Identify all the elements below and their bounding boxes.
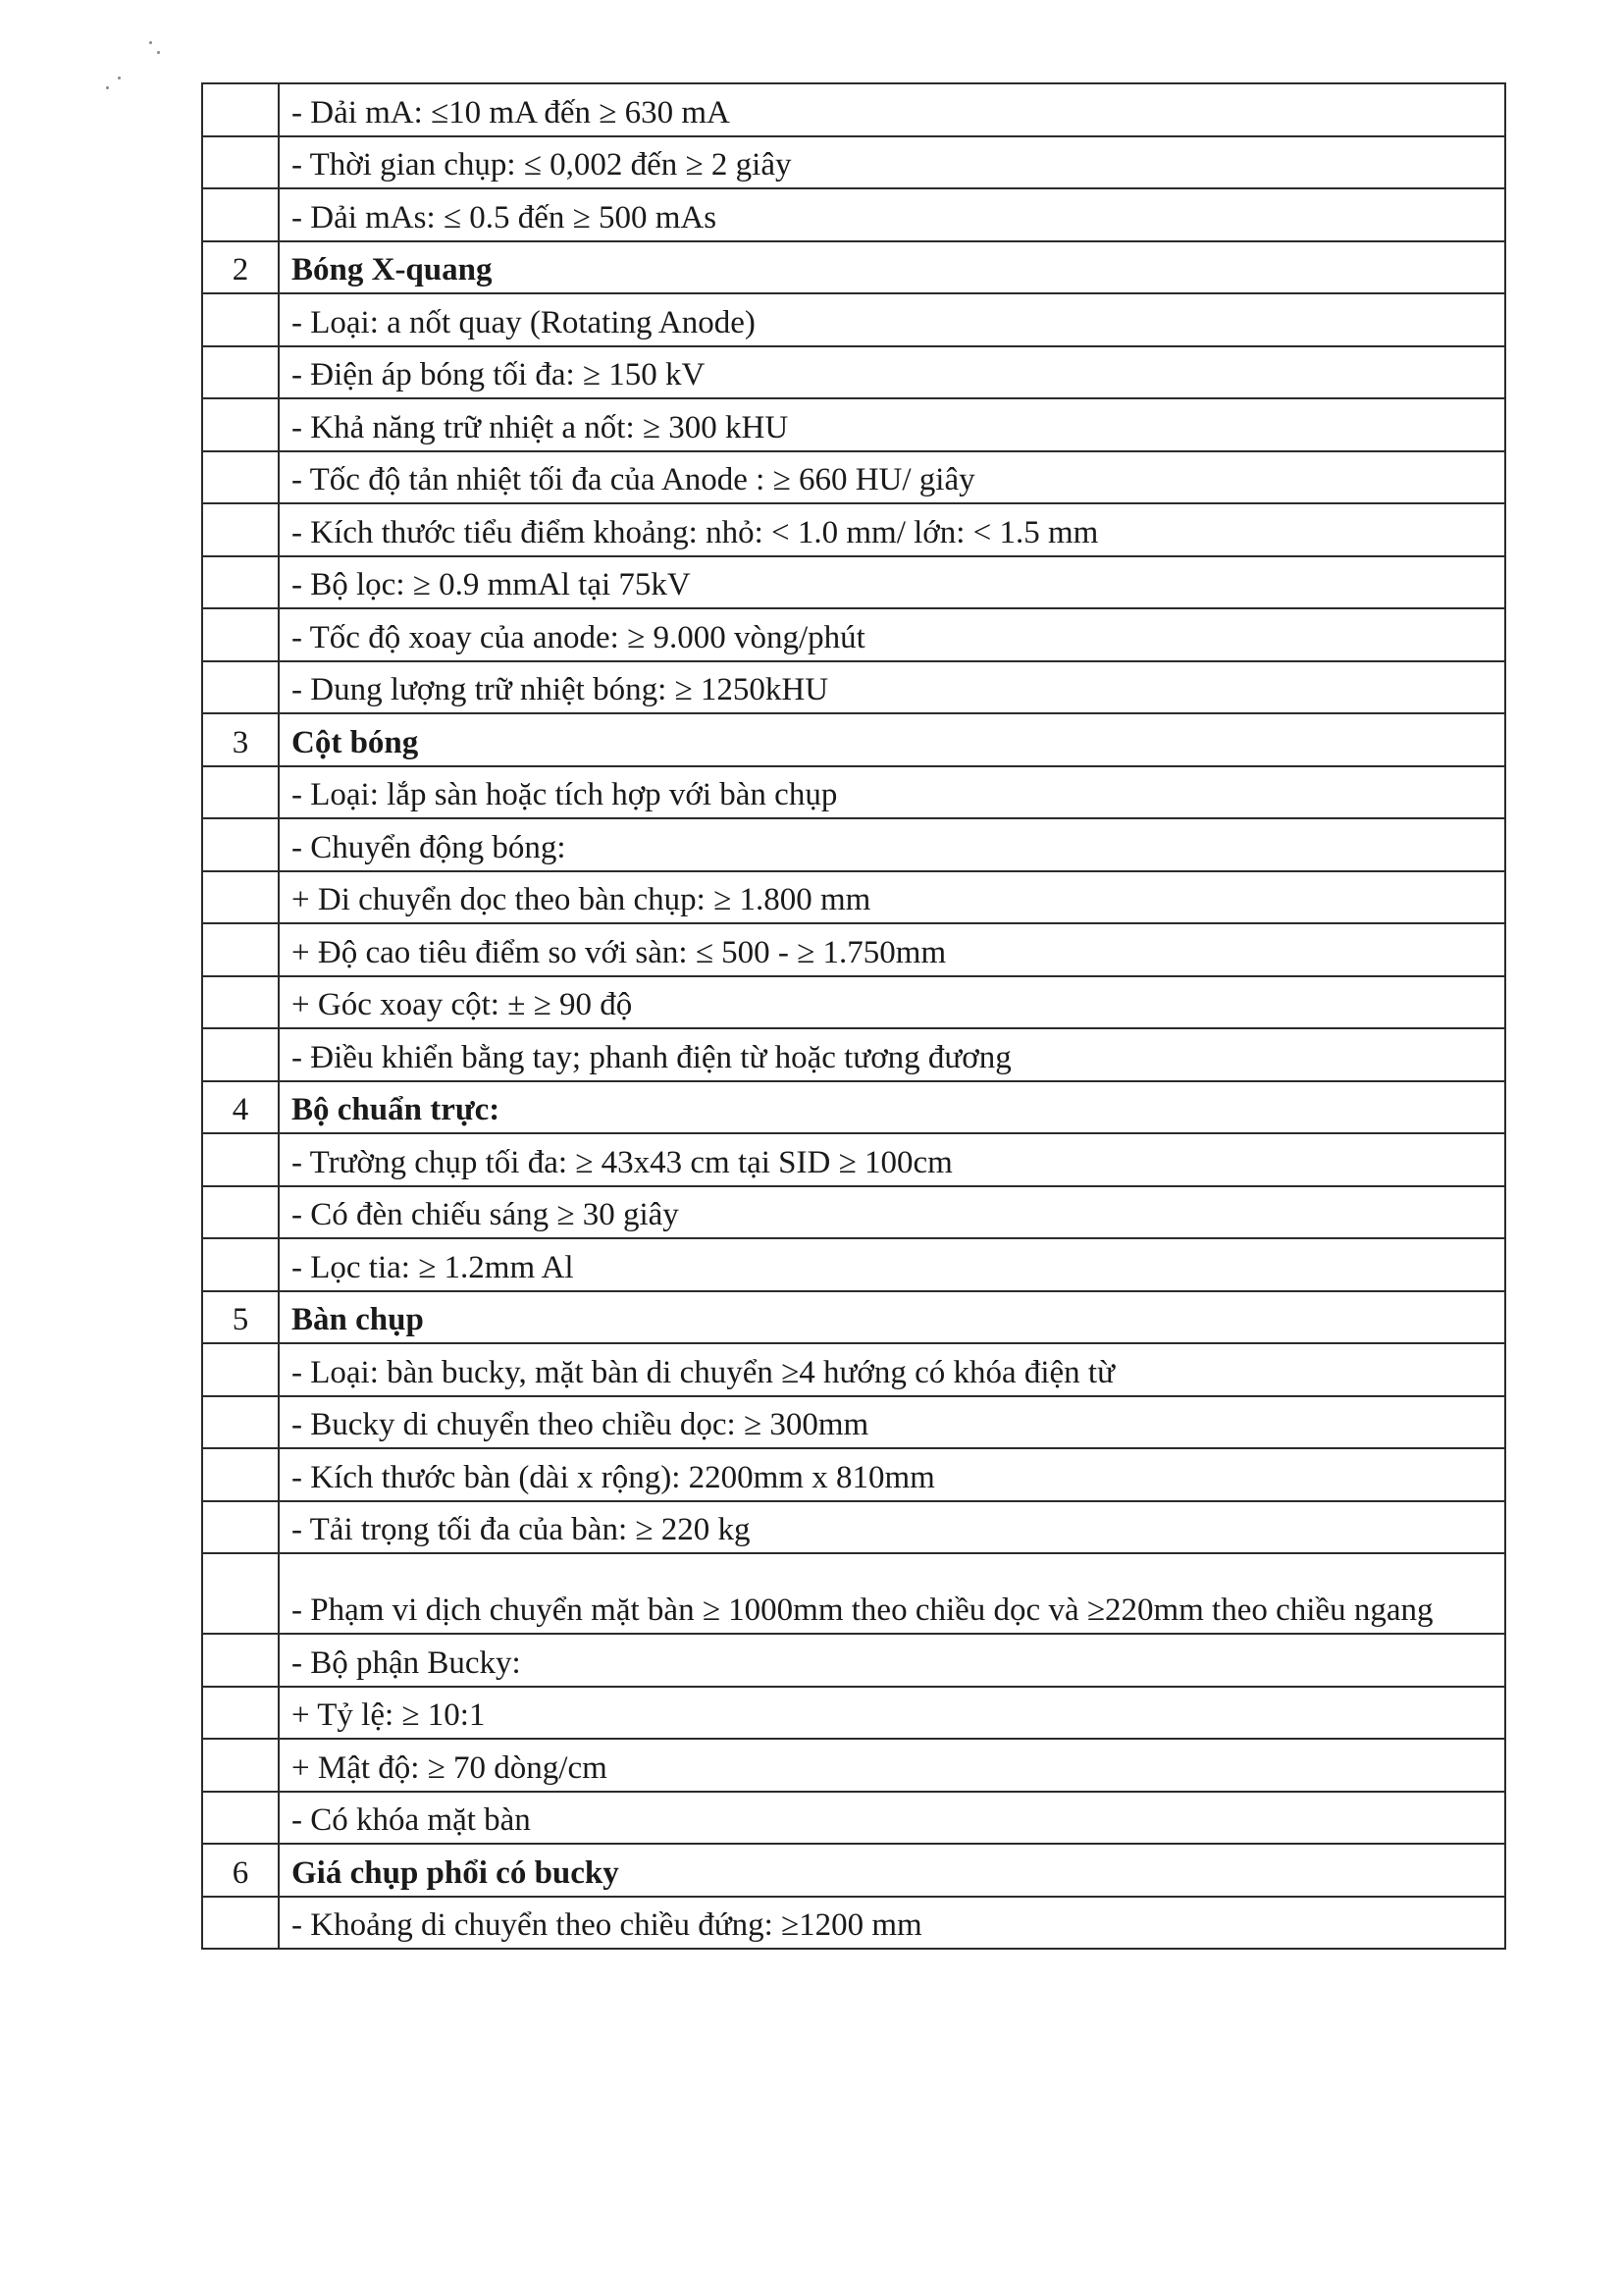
table-row [202, 766, 1505, 819]
row-number-cell: 6 [202, 1844, 279, 1897]
table-row [202, 398, 1505, 451]
row-number-cell [202, 766, 279, 819]
table-row [202, 871, 1505, 924]
scan-specks [98, 29, 157, 108]
table-row [202, 188, 1505, 241]
table-row [202, 1792, 1505, 1845]
row-number-cell [202, 1553, 279, 1634]
spec-item-cell: - Dải mA: ≤10 mA đến ≥ 630 mA [279, 83, 1505, 136]
table-row [202, 1634, 1505, 1687]
spec-item-cell: - Khả năng trữ nhiệt a nốt: ≥ 300 kHU [279, 398, 1505, 451]
section-row [202, 1844, 1505, 1897]
row-number-cell [202, 1133, 279, 1186]
table-row [202, 1553, 1505, 1634]
table-row [202, 1448, 1505, 1501]
spec-item-cell: - Dải mAs: ≤ 0.5 đến ≥ 500 mAs [279, 188, 1505, 241]
spec-item-cell: - Loại: lắp sàn hoặc tích hợp với bàn chụp [279, 766, 1505, 819]
table-row [202, 1186, 1505, 1239]
section-title-cell: Cột bóng [279, 713, 1505, 766]
spec-item-cell: - Tải trọng tối đa của bàn: ≥ 220 kg [279, 1501, 1505, 1554]
table-row [202, 976, 1505, 1029]
table-row [202, 1396, 1505, 1449]
row-number-cell: 5 [202, 1291, 279, 1344]
spec-item-cell: - Điều khiển bằng tay; phanh điện từ hoặc tương đương [279, 1028, 1505, 1081]
table-row [202, 556, 1505, 609]
spec-item-cell: - Trường chụp tối đa: ≥ 43x43 cm tại SID ≥ 100cm [279, 1133, 1505, 1186]
spec-item-cell: + Góc xoay cột: ± ≥ 90 độ [279, 976, 1505, 1029]
row-number-cell [202, 1634, 279, 1687]
table-row [202, 503, 1505, 556]
table-row [202, 1687, 1505, 1740]
spec-table [201, 82, 1506, 1950]
spec-table-body [202, 83, 1505, 1949]
row-number-cell [202, 1501, 279, 1554]
section-title-cell: Giá chụp phổi có bucky [279, 1844, 1505, 1897]
spec-item-cell: - Điện áp bóng tối đa: ≥ 150 kV [279, 346, 1505, 399]
table-row [202, 83, 1505, 136]
table-row [202, 923, 1505, 976]
spec-item-cell: - Tốc độ xoay của anode: ≥ 9.000 vòng/phút [279, 608, 1505, 661]
spec-item-cell: - Chuyển động bóng: [279, 818, 1505, 871]
section-row [202, 1291, 1505, 1344]
row-number-cell: 2 [202, 241, 279, 294]
spec-item-cell: - Lọc tia: ≥ 1.2mm Al [279, 1238, 1505, 1291]
section-row [202, 1081, 1505, 1134]
spec-item-cell: - Có đèn chiếu sáng ≥ 30 giây [279, 1186, 1505, 1239]
spec-item-cell: - Bộ lọc: ≥ 0.9 mmAl tại 75kV [279, 556, 1505, 609]
spec-item-cell: - Khoảng di chuyển theo chiều đứng: ≥1200 mm [279, 1897, 1505, 1950]
row-number-cell [202, 661, 279, 714]
spec-item-cell: - Có khóa mặt bàn [279, 1792, 1505, 1845]
section-title-cell: Bàn chụp [279, 1291, 1505, 1344]
table-row [202, 1501, 1505, 1554]
table-row [202, 1739, 1505, 1792]
row-number-cell [202, 293, 279, 346]
row-number-cell [202, 188, 279, 241]
row-number-cell [202, 1238, 279, 1291]
table-row [202, 136, 1505, 189]
table-row [202, 1028, 1505, 1081]
row-number-cell [202, 451, 279, 504]
row-number-cell [202, 1739, 279, 1792]
spec-item-cell: - Loại: a nốt quay (Rotating Anode) [279, 293, 1505, 346]
row-number-cell [202, 1448, 279, 1501]
spec-item-cell: - Kích thước tiểu điểm khoảng: nhỏ: < 1.0 mm/ lớn: < 1.5 mm [279, 503, 1505, 556]
table-row [202, 346, 1505, 399]
spec-item-cell: - Dung lượng trữ nhiệt bóng: ≥ 1250kHU [279, 661, 1505, 714]
row-number-cell [202, 923, 279, 976]
table-row [202, 293, 1505, 346]
row-number-cell [202, 556, 279, 609]
spec-item-cell: - Kích thước bàn (dài x rộng): 2200mm x 810mm [279, 1448, 1505, 1501]
table-row [202, 608, 1505, 661]
row-number-cell [202, 346, 279, 399]
row-number-cell: 3 [202, 713, 279, 766]
row-number-cell [202, 1186, 279, 1239]
row-number-cell: 4 [202, 1081, 279, 1134]
table-row [202, 1238, 1505, 1291]
row-number-cell [202, 503, 279, 556]
table-row [202, 818, 1505, 871]
spec-item-cell: + Mật độ: ≥ 70 dòng/cm [279, 1739, 1505, 1792]
row-number-cell [202, 83, 279, 136]
row-number-cell [202, 398, 279, 451]
table-row [202, 451, 1505, 504]
spec-item-cell: + Di chuyển dọc theo bàn chụp: ≥ 1.800 mm [279, 871, 1505, 924]
spec-item-cell: - Thời gian chụp: ≤ 0,002 đến ≥ 2 giây [279, 136, 1505, 189]
spec-item-cell: - Bộ phận Bucky: [279, 1634, 1505, 1687]
section-row [202, 713, 1505, 766]
row-number-cell [202, 1897, 279, 1950]
row-number-cell [202, 1343, 279, 1396]
spec-item-cell: + Độ cao tiêu điểm so với sàn: ≤ 500 - ≥ 1.750mm [279, 923, 1505, 976]
row-number-cell [202, 136, 279, 189]
row-number-cell [202, 1792, 279, 1845]
spec-item-cell: - Loại: bàn bucky, mặt bàn di chuyển ≥4 hướng có khóa điện từ [279, 1343, 1505, 1396]
row-number-cell [202, 1396, 279, 1449]
spec-item-cell: - Tốc độ tản nhiệt tối đa của Anode : ≥ 660 HU/ giây [279, 451, 1505, 504]
section-row [202, 241, 1505, 294]
row-number-cell [202, 818, 279, 871]
table-row [202, 1133, 1505, 1186]
row-number-cell [202, 871, 279, 924]
row-number-cell [202, 1687, 279, 1740]
section-title-cell: Bóng X-quang [279, 241, 1505, 294]
table-row [202, 1343, 1505, 1396]
table-row [202, 661, 1505, 714]
spec-item-cell: + Tỷ lệ: ≥ 10:1 [279, 1687, 1505, 1740]
row-number-cell [202, 976, 279, 1029]
section-title-cell: Bộ chuẩn trực: [279, 1081, 1505, 1134]
row-number-cell [202, 608, 279, 661]
spec-item-cell: - Phạm vi dịch chuyển mặt bàn ≥ 1000mm theo chiều dọc và ≥220mm theo chiều ngang [279, 1553, 1505, 1634]
spec-item-cell: - Bucky di chuyển theo chiều dọc: ≥ 300mm [279, 1396, 1505, 1449]
row-number-cell [202, 1028, 279, 1081]
table-row [202, 1897, 1505, 1950]
